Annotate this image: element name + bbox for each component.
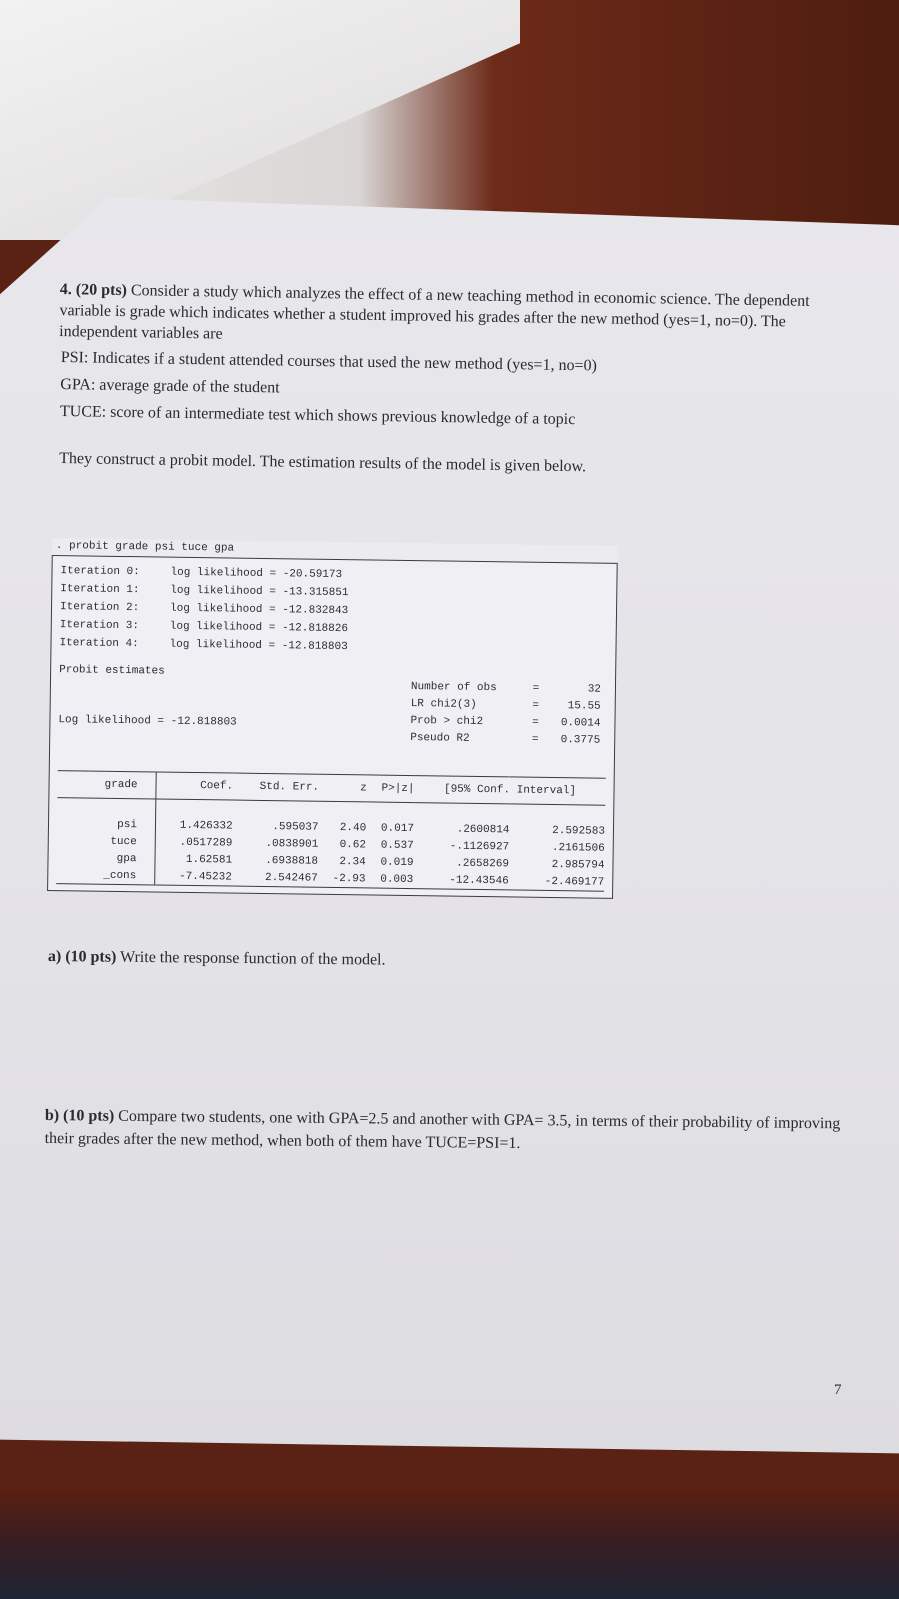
cell-var: tuce — [57, 832, 156, 850]
stata-box — [47, 555, 618, 899]
var-gpa: GPA: average grade of the student — [60, 376, 280, 397]
estimates-title: Probit estimates — [59, 664, 165, 678]
cell-coef: -7.45232 — [178, 870, 232, 884]
col-header: grade — [57, 771, 156, 799]
var-tuce: TUCE: score of an intermediate test which shows previous knowledge of a topic — [59, 403, 576, 429]
cell-z: 2.40 — [339, 821, 367, 834]
stat-name: Number of obs — [410, 681, 497, 695]
col-header: [95% Conf. Interval] — [414, 776, 605, 806]
model-stats — [410, 679, 601, 750]
cell-z: -2.93 — [332, 872, 366, 885]
iteration-label: Iteration 1: — [60, 583, 140, 597]
iteration-label: Iteration 4: — [59, 637, 139, 651]
cell-se: .0838901 — [265, 837, 319, 851]
question-intro — [59, 280, 850, 355]
cell-se: .6938818 — [265, 854, 319, 868]
background-bottom — [0, 1490, 899, 1599]
cell-p: 0.537 — [380, 839, 414, 852]
cell-z: 0.62 — [339, 838, 367, 851]
stat-value: 0.0014 — [560, 717, 601, 730]
cell-var: gpa — [56, 849, 155, 867]
iteration-value: log likelihood = -12.832843 — [169, 602, 349, 618]
col-header: Coef. — [156, 772, 233, 800]
stat-name: Pseudo R2 — [410, 732, 470, 745]
stat-equals: = — [532, 682, 540, 695]
coefficient-table — [56, 770, 606, 892]
cell-se: .595037 — [272, 820, 319, 834]
stat-equals: = — [532, 716, 539, 729]
col-header: Std. Err. — [233, 773, 319, 801]
cell-ci-high: .2161506 — [551, 841, 605, 855]
cell-ci-high: 2.985794 — [551, 858, 605, 872]
probit-text: They construct a probit model. The estimation results of the model is given below. — [59, 449, 587, 476]
cell-ci-high: -2.469177 — [544, 875, 605, 889]
cell-se: 2.542467 — [264, 871, 318, 885]
cell-coef: 1.62581 — [185, 853, 233, 867]
part-b-text: Compare two students, one with GPA=2.5 and another with GPA= 3.5, in terms of their probability of improving their grades after the new method, when both of them have TUCE=PSI=1. — [44, 1107, 841, 1153]
stat-name: Prob > chi2 — [410, 715, 484, 729]
iteration-value: log likelihood = -12.818826 — [169, 620, 349, 636]
iteration-label: Iteration 3: — [59, 619, 140, 633]
iteration-value: log likelihood = -13.315851 — [170, 584, 349, 600]
cell-coef: .0517289 — [179, 836, 233, 850]
question-intro-text: Consider a study which analyzes the effect of a new teaching method in economic science. The dependent variable is grade which indicates whether a student improved his grades after the new method (yes=1, no=0). The independent variables are — [59, 282, 810, 343]
col-header: z — [319, 774, 367, 802]
question-text — [57, 280, 850, 488]
cell-p: 0.019 — [380, 856, 414, 869]
cell-ci-low: .2600814 — [456, 823, 510, 836]
stat-equals: = — [532, 699, 540, 712]
cell-var: _cons — [56, 866, 155, 885]
part-b-label: b) (10 pts) — [44, 1106, 115, 1125]
stat-equals: = — [531, 733, 539, 746]
iteration-label: Iteration 0: — [60, 565, 140, 579]
stat-value: 32 — [587, 683, 602, 696]
cell-p: 0.017 — [380, 822, 415, 835]
cell-z: 2.34 — [339, 855, 366, 868]
log-likelihood: Log likelihood = -12.818803 — [58, 714, 237, 729]
col-header: P>|z| — [367, 775, 415, 803]
iteration-label: Iteration 2: — [59, 601, 140, 615]
page-number: 7 — [834, 1382, 842, 1398]
part-b — [45, 1104, 845, 1159]
iteration-value: log likelihood = -20.59173 — [170, 566, 343, 582]
cell-ci-high: 2.592583 — [552, 824, 606, 838]
stata-command: . probit grade psi tuce gpa — [55, 540, 235, 555]
cell-p: 0.003 — [380, 873, 414, 886]
cell-ci-low: -12.43546 — [449, 874, 509, 887]
part-a-label: a) (10 pts) — [47, 948, 117, 966]
var-psi: PSI: Indicates if a student attended courses that used the new method (yes=1, no=0) — [60, 349, 597, 375]
cell-ci-low: -.1126927 — [449, 840, 510, 853]
estimates-section — [58, 664, 607, 772]
stat-name: LR chi2(3) — [410, 698, 477, 711]
stata-output — [47, 538, 618, 899]
part-a-text: Write the response function of the model. — [119, 948, 386, 969]
stat-value: 15.55 — [567, 700, 601, 713]
cell-var: psi — [57, 815, 156, 833]
stat-value: 0.3775 — [560, 734, 601, 747]
cell-ci-low: .2658269 — [456, 857, 510, 870]
question-number: 4. (20 pts) — [59, 280, 128, 300]
cell-coef: 1.426332 — [179, 819, 233, 833]
iteration-value: log likelihood = -12.818803 — [169, 638, 348, 654]
iteration-log — [59, 562, 608, 660]
stat-row — [410, 730, 600, 750]
